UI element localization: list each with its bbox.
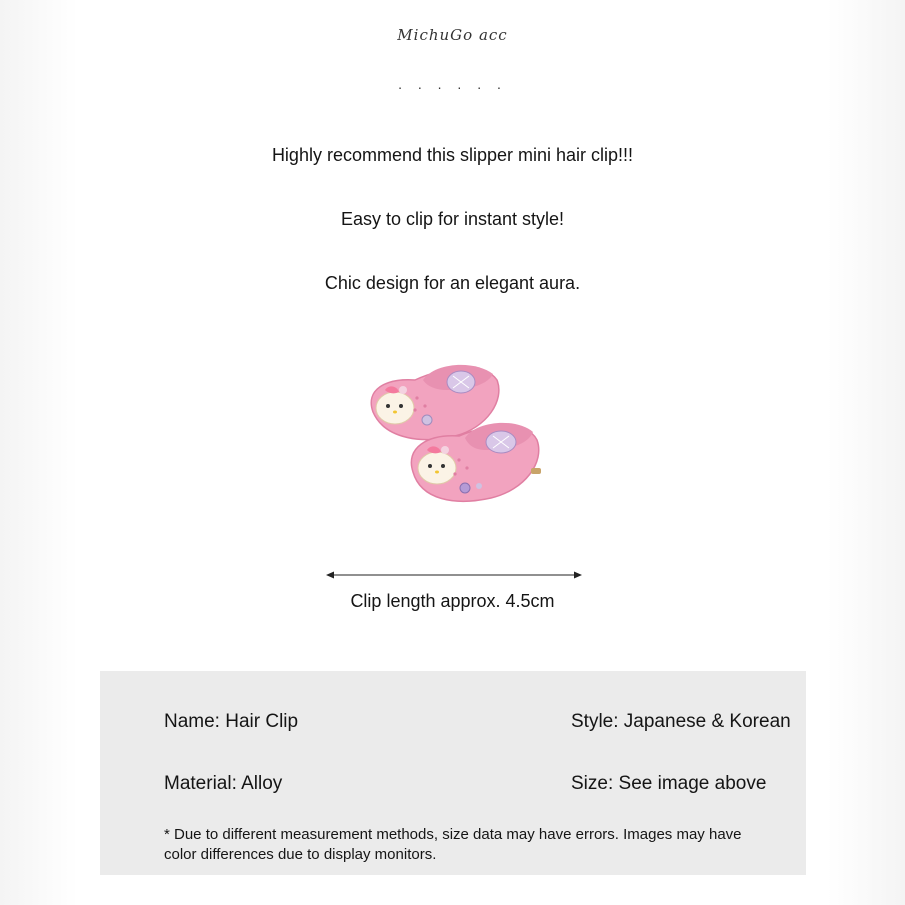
length-measure-arrow: [326, 568, 582, 582]
intro-line-2: Easy to clip for instant style!: [340, 209, 565, 229]
measure-label: Clip length approx. 4.5cm: [350, 591, 555, 611]
spec-panel: [100, 671, 806, 875]
spec-style: Style: Japanese & Korean: [571, 711, 791, 732]
brand-logo: MichuGo acc: [397, 26, 508, 44]
intro-line-3: Chic design for an elegant aura.: [324, 273, 581, 293]
spec-material: Material: Alloy: [164, 773, 283, 794]
intro-line-1: Highly recommend this slipper mini hair clip!!!: [271, 145, 634, 165]
spec-size: Size: See image above: [571, 773, 767, 794]
disclaimer-note: * Due to different measurement methods, size data may have errors. Images may have color differences due to display monitors.: [164, 826, 742, 863]
left-edge-shade: [0, 0, 78, 905]
pink-slipper-hair-clip-image: [355, 350, 555, 520]
spec-name: Name: Hair Clip: [164, 711, 299, 732]
decorative-dots: . . . . . .: [398, 76, 507, 92]
right-edge-shade: [827, 0, 905, 905]
